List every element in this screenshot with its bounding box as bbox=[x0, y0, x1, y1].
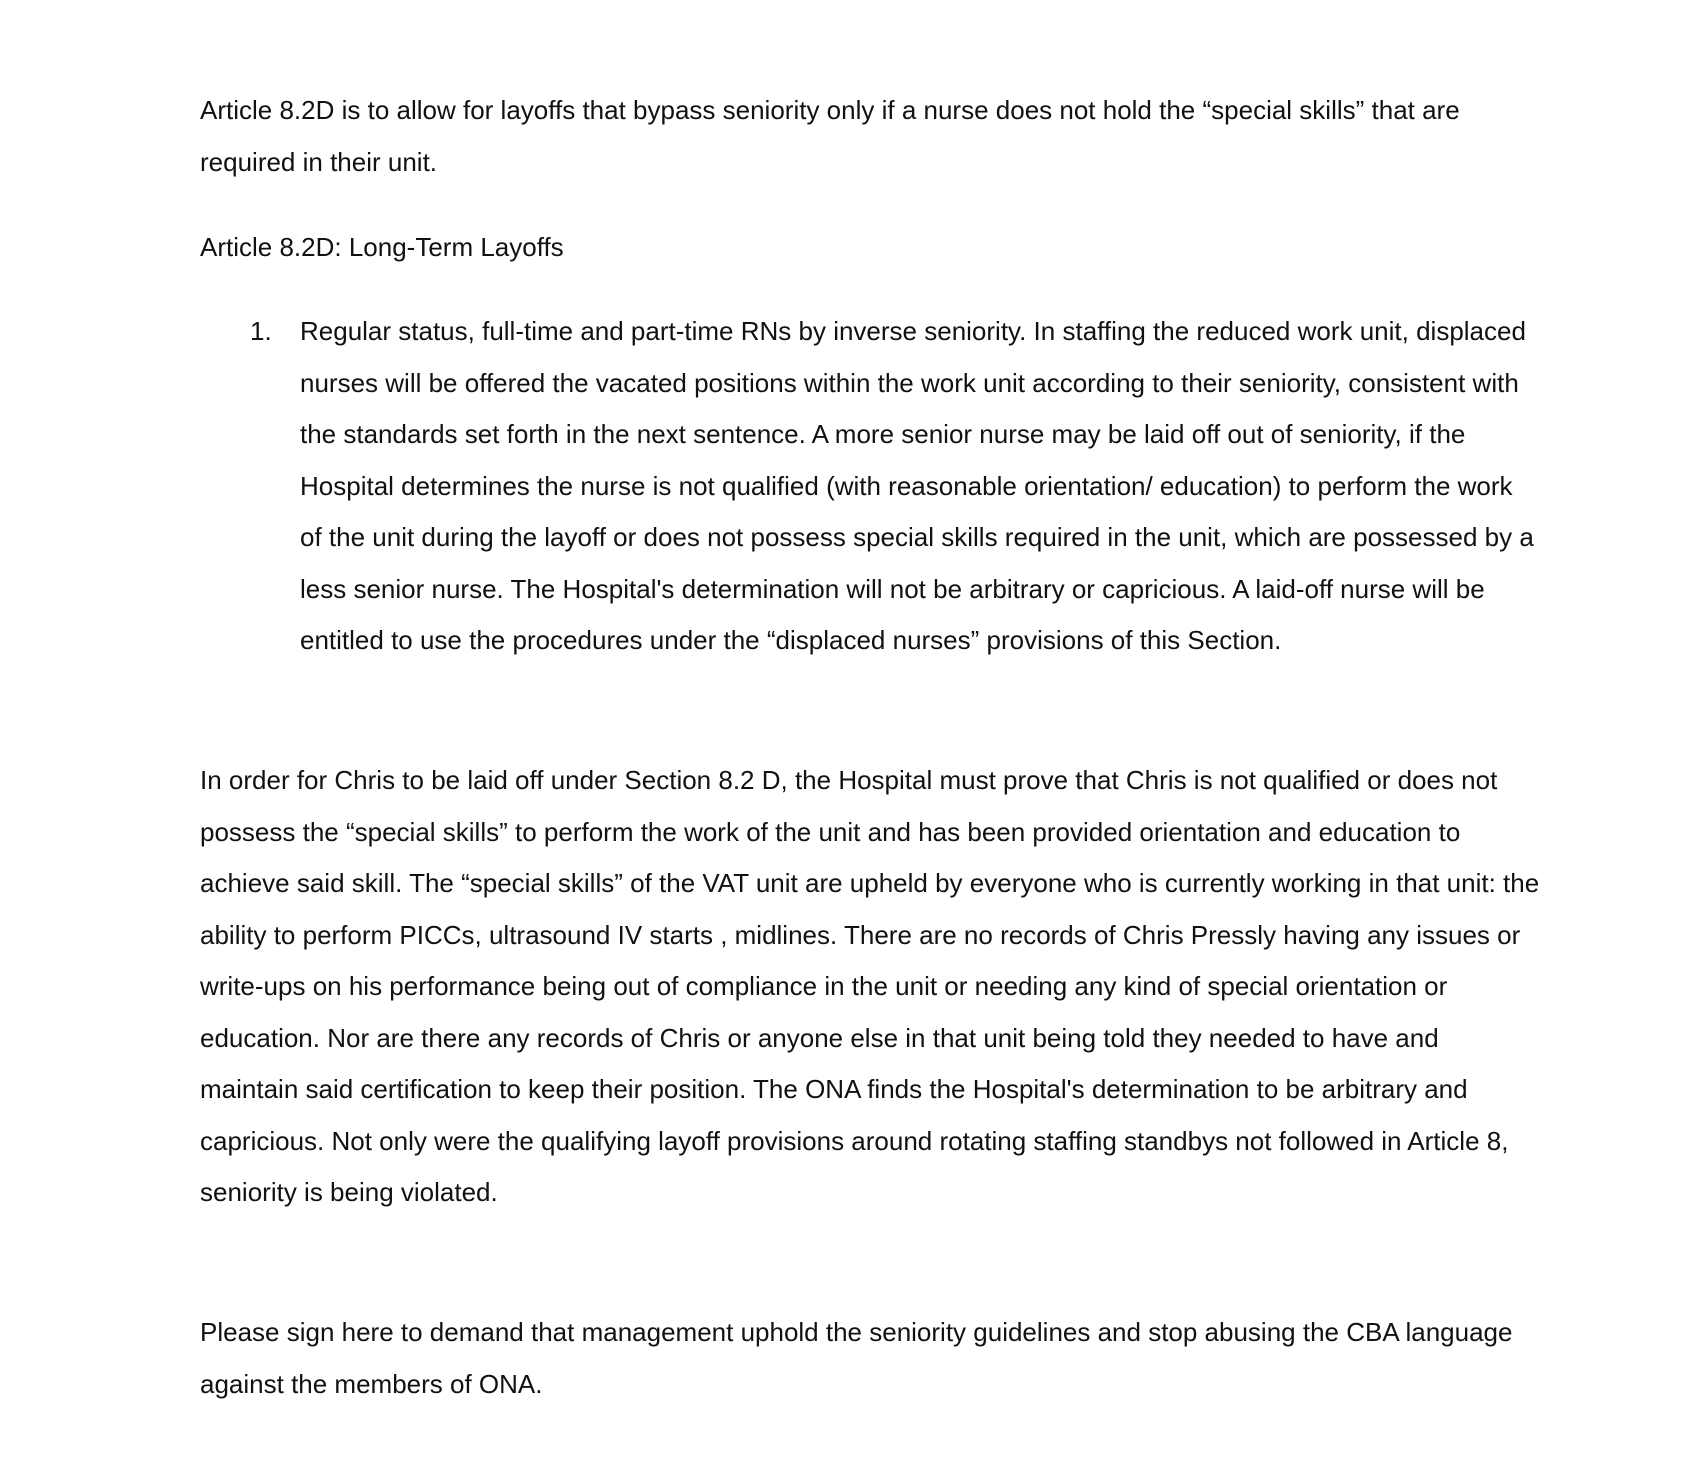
list-item bbox=[200, 306, 1540, 667]
numbered-list bbox=[200, 306, 1540, 667]
list-item-number: 1. bbox=[250, 316, 272, 346]
argument-paragraph: In order for Chris to be laid off under Section 8.2 D, the Hospital must prove that Chris is not qualified or does not possess the “special skills” to perform the work of the unit and has been provided orientation and education to achieve said skill. The “special skills” of the VAT unit are upheld by everyone who is currently working in that unit: the ability to perform PICCs, ultrasound IV starts , midlines. There are no records of Chris Pressly having any issues or write-ups on his performance being out of compliance in the unit or needing any kind of special orientation or education. Nor are there any records of Chris or anyone else in that unit being told they needed to have and maintain said certification to keep their position. The ONA finds the Hospital's determination to be arbitrary and capricious. Not only were the qualifying layoff provisions around rotating staffing standbys not followed in Article 8, seniority is being violated. bbox=[200, 765, 1540, 1207]
closing-paragraph: Please sign here to demand that management uphold the seniority guidelines and stop abusing the CBA language against the members of ONA. bbox=[200, 1317, 1513, 1399]
list-item-text: Regular status, full-time and part-time RNs by inverse seniority. In staffing the reduced work unit, displaced nurses will be offered the vacated positions within the work unit according to their seniority, consistent with the standards set forth in the next sentence. A more senior nurse may be laid off out of seniority, if the Hospital determines the nurse is not qualified (with reasonable orientation/ education) to perform the work of the unit during the layoff or does not possess special skills required in the unit, which are possessed by a less senior nurse. The Hospital's determination will not be arbitrary or capricious. A laid-off nurse will be entitled to use the procedures under the “displaced nurses” provisions of this Section. bbox=[300, 316, 1534, 655]
intro-paragraph: Article 8.2D is to allow for layoffs that bypass seniority only if a nurse does not hold the “special skills” that are required in their unit. bbox=[200, 95, 1460, 177]
section-heading: Article 8.2D: Long-Term Layoffs bbox=[200, 232, 564, 262]
